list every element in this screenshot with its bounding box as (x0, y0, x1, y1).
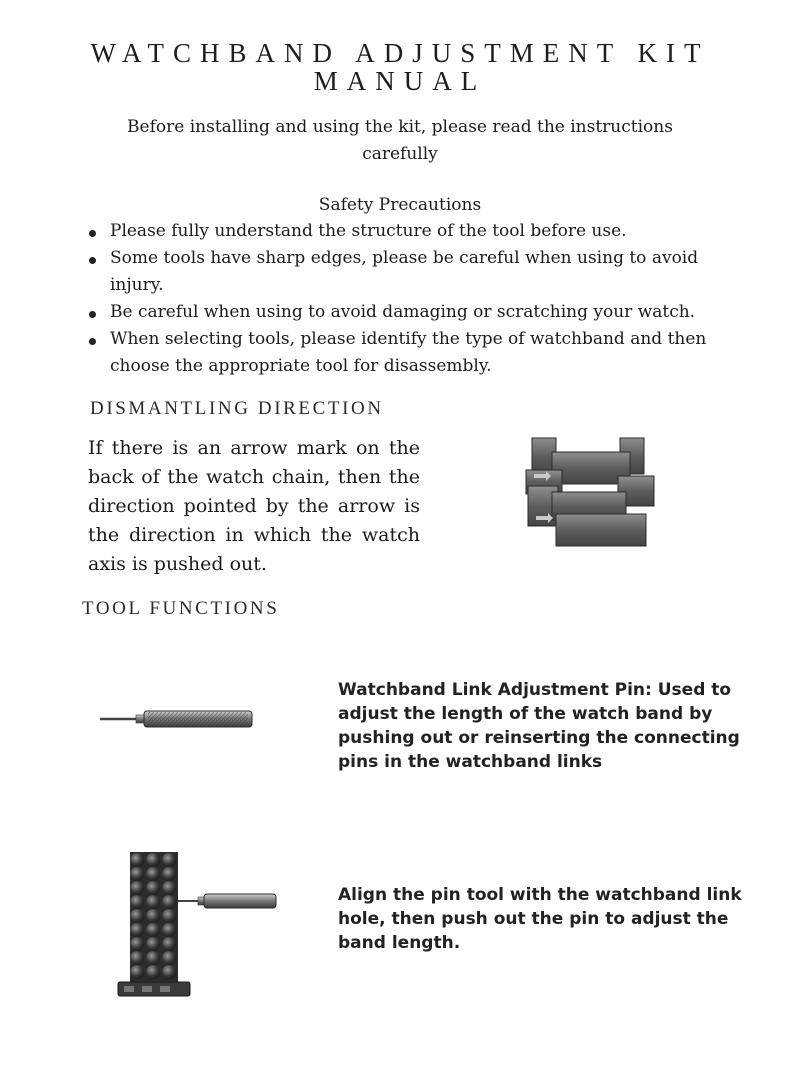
intro-text: Before installing and using the kit, please read the instructions carefully (127, 117, 673, 164)
bullet-icon (89, 257, 96, 264)
dismantling-text: If there is an arrow mark on the back of the watch chain, then the direction pointed by the arrow is the direction in which the watch axis is pushed out. (88, 437, 420, 575)
watchband-with-pin-icon (112, 848, 282, 1000)
tools-heading: TOOL FUNCTIONS (82, 598, 280, 619)
safety-item-text: Please fully understand the structure of the tool before use. (110, 221, 627, 241)
safety-item-text: Be careful when using to avoid damaging or scratching your watch. (110, 302, 696, 322)
manual-title: WATCHBAND ADJUSTMENT KIT (90, 38, 710, 68)
bullet-icon (89, 230, 96, 237)
safety-heading: Safety Precautions (318, 195, 482, 215)
safety-item-text: Some tools have sharp edges, please be careful when using to avoid injury. (110, 248, 699, 295)
safety-item (88, 218, 728, 245)
tool-description: Watchband Link Adjustment Pin: Used to adjust the length of the watch band by pushing out or reinserting the connecting pins in the watchband links (338, 680, 740, 772)
bullet-icon (89, 338, 96, 345)
dismantling-heading: DISMANTLING DIRECTION (90, 398, 384, 419)
bullet-icon (89, 311, 96, 318)
watch-links-icon (522, 432, 662, 550)
manual-title-line2: MANUAL (313, 66, 487, 96)
safety-list (88, 218, 728, 380)
pin-tool-icon (98, 704, 258, 732)
safety-item (88, 299, 728, 326)
tool-description: Align the pin tool with the watchband link hole, then push out the pin to adjust the band length. (338, 885, 742, 953)
safety-item (88, 326, 728, 380)
safety-item (88, 245, 728, 299)
safety-item-text: When selecting tools, please identify the type of watchband and then choose the appropriate tool for disassembly. (110, 329, 707, 376)
